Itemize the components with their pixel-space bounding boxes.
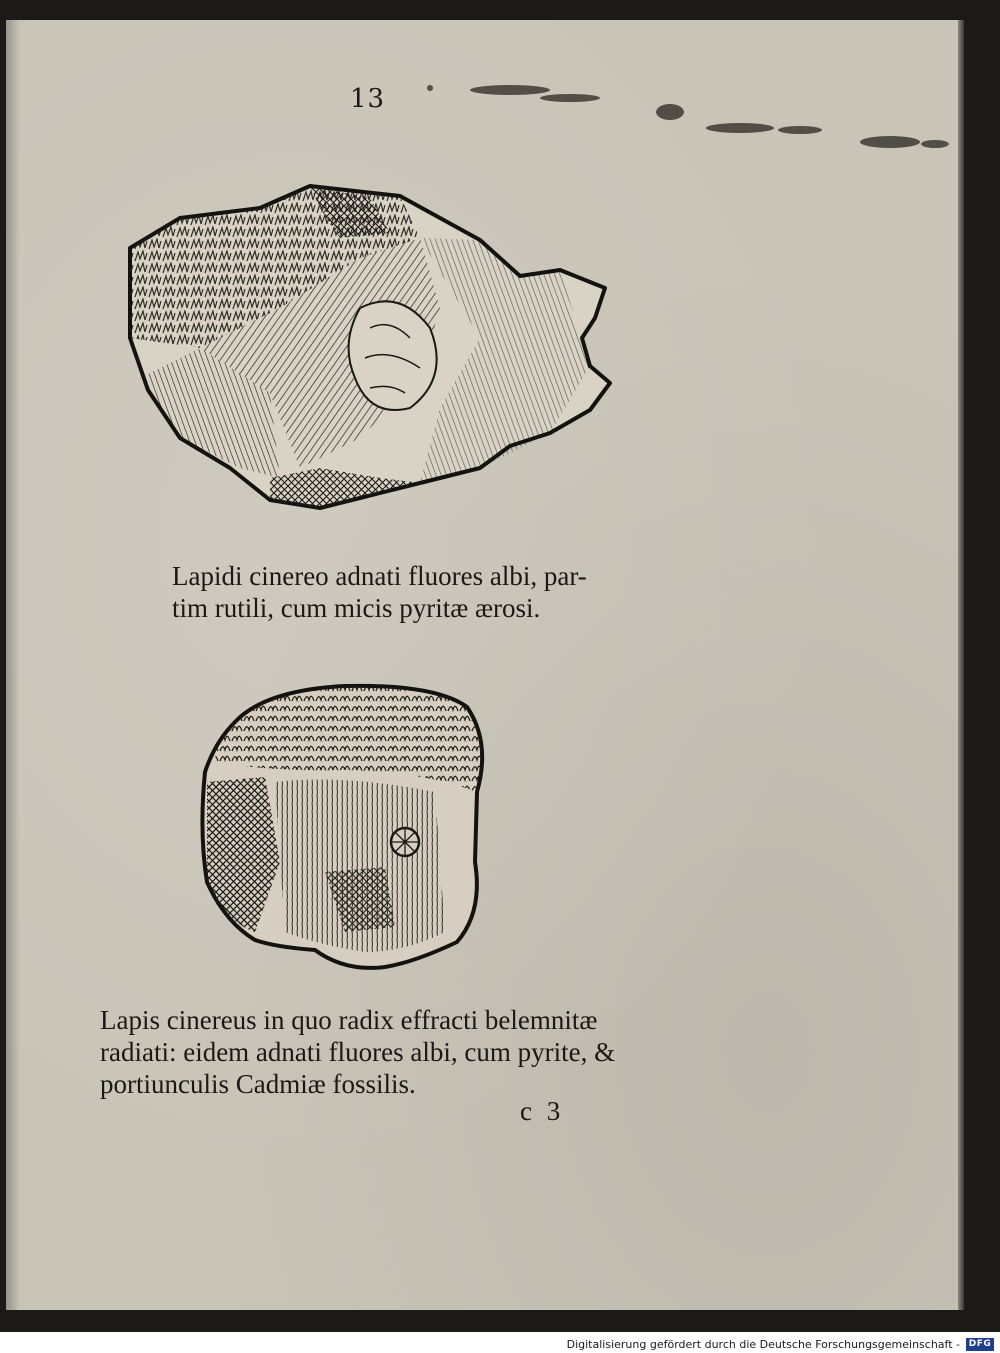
signature-mark: c 3 [520,1096,565,1126]
footer-credit-text: Digitalisierung gefördert durch die Deutsche Forschungsgemeinschaft - [566,1337,960,1351]
figure-2-caption-line-3: portiunculis Cadmiæ fossilis. [100,1069,416,1099]
figure-2-caption-line-1: Lapis cinereus in quo radix effracti belemnitæ [100,1005,598,1035]
figure-1-caption-line-2: tim rutili, cum micis pyritæ ærosi. [172,593,541,623]
ink-smudges [420,60,960,160]
figure-2-stone-woodcut [195,682,495,972]
page-number: 13 [350,84,386,114]
figure-2-caption [100,1004,615,1100]
page-edge [958,20,964,1310]
figure-1-mineral-woodcut [120,178,620,518]
digitization-footer [567,1336,994,1352]
figure-1-caption [172,560,587,624]
figure-2-caption-line-2: radiati: eidem adnati fluores albi, cum pyrite, & [100,1037,616,1067]
figure-1-caption-line-1: Lapidi cinereo adnati fluores albi, par- [172,561,587,591]
dfg-logo-icon: DFG [966,1338,994,1351]
page-gutter-shadow [6,20,20,1310]
